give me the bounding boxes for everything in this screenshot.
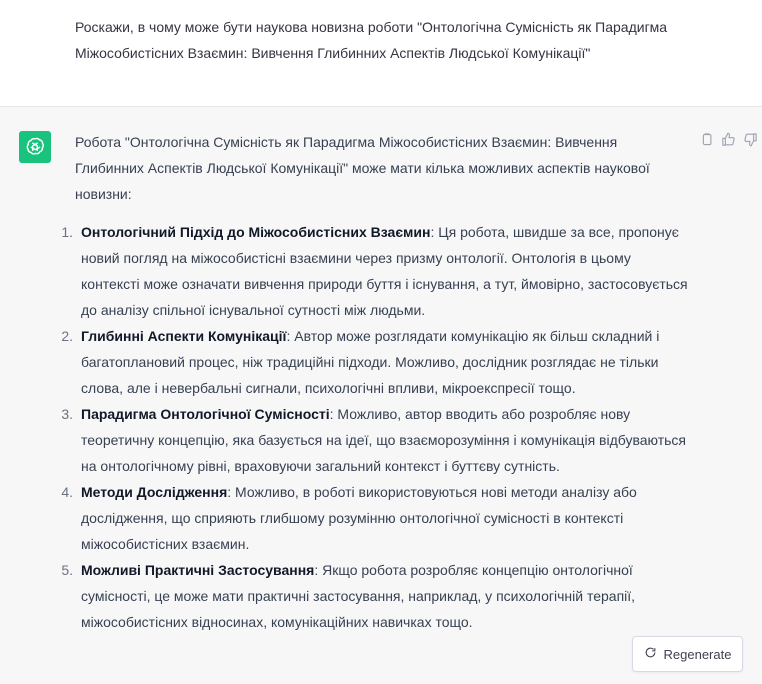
answer-points-list	[61, 219, 690, 635]
list-item-title: Можливі Практичні Застосування	[81, 562, 315, 578]
list-item	[61, 479, 690, 557]
list-item-text: : Можливо, автор вводить або розробляє нову теоретичну концепцію, яка базується на ідеї, що взаєморозуміння і комунікація відбуваються на онтологічному рівні, враховуючи загальний контекст і буттєву сутність.	[81, 406, 687, 474]
list-item	[61, 323, 690, 401]
list-item	[61, 401, 690, 479]
user-message-text: Роскажи, в чому може бути наукова новизна роботи "Онтологічна Сумісність як Парадигма Міжособистісних Взаємин: Вивчення Глибинних Аспектів Людської Комунікації"	[75, 19, 668, 61]
list-item-number: 1.	[61, 224, 73, 240]
user-message	[0, 0, 762, 107]
answer-intro: Робота "Онтологічна Сумісність як Парадигма Міжособистісних Взаємин: Вивчення Глибинних Аспектів Людської Комунікації" може мати кілька можливих аспектів наукової новизни:	[75, 134, 650, 202]
assistant-message	[0, 107, 762, 684]
assistant-answer	[61, 129, 690, 635]
thumbs-down-icon[interactable]	[742, 131, 758, 147]
list-item-title: Онтологічний Підхід до Міжособистісних Взаємин	[81, 224, 431, 240]
assistant-avatar-icon	[19, 131, 51, 163]
copy-icon[interactable]	[698, 131, 714, 147]
list-item-number: 5.	[61, 562, 73, 578]
list-item-number: 4.	[61, 484, 73, 500]
list-item-number: 2.	[61, 328, 73, 344]
list-item-number: 3.	[61, 406, 73, 422]
regenerate-button[interactable]	[632, 636, 743, 672]
list-item-text: : Автор може розглядати комунікацію як більш складний і багатоплановий процес, ніж традиційні підходи. Можливо, дослідник розглядає не тільки слова, але і невербальні сигнали, психологічні впливи, мікроекспресії тощо.	[81, 328, 660, 396]
list-item	[61, 219, 690, 323]
list-item-text: : Можливо, в роботі використовуються нові методи аналізу або дослідження, що сприяють глибшому розумінню онтологічної сумісності в контексті міжособистісних взаємин.	[81, 484, 637, 552]
regenerate-label: Regenerate	[663, 646, 732, 662]
list-item-title: Парадигма Онтологічної Сумісності	[81, 406, 330, 422]
list-item-title: Методи Дослідження	[81, 484, 228, 500]
thumbs-up-icon[interactable]	[720, 131, 736, 147]
regenerate-icon	[644, 646, 657, 662]
list-item	[61, 557, 690, 635]
list-item-title: Глибинні Аспекти Комунікації	[81, 328, 287, 344]
list-item-text: : Ця робота, швидше за все, пропонує новий погляд на міжособистісні взаємини через призму онтології. Онтологія в цьому контексті може означати вивчення природи буття і існування, а тут, ймовірно, застосовується до аналізу спільної існувальної сутності між людьми.	[81, 224, 688, 318]
message-actions	[698, 131, 758, 147]
list-item-text: : Якщо робота розробляє концепцію онтологічної сумісності, це може мати практичні застосування, наприклад, у психологічній терапії, міжособистісних відносинах, комунікаційних навичках тощо.	[81, 562, 636, 630]
